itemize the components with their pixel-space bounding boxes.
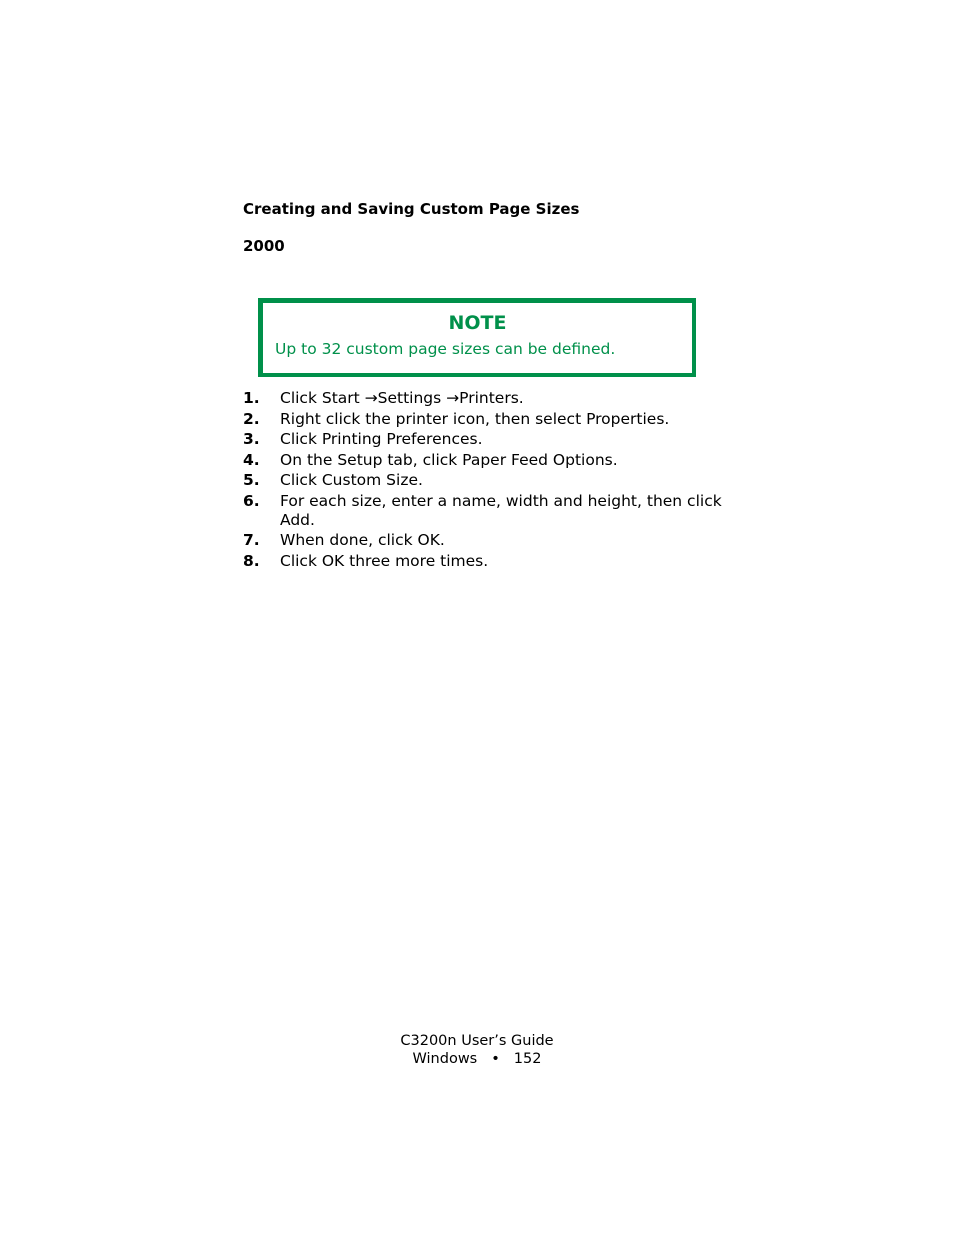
step-text: Right click the printer icon, then select Properties. [280,409,670,428]
step-text: Click Custom Size. [280,471,423,489]
subsection-title: 2000 [243,237,285,255]
footer-page-number: 152 [513,1051,542,1067]
step-number: 6. [243,491,260,510]
steps-list [243,389,743,572]
step-text: On the Setup tab, click Paper Feed Options. [280,450,618,469]
step-number: 2. [243,409,260,428]
step-number: 4. [243,450,260,469]
note-title: NOTE [448,312,507,334]
footer-page-info [0,1050,954,1068]
step-number: 5. [243,471,260,489]
step-number: 7. [243,531,260,549]
step-item [243,389,743,408]
step-item [243,471,743,490]
step-text: Click Start →Settings →Printers. [280,389,524,407]
step-item [243,552,743,571]
page-footer [0,1032,954,1068]
step-text: Click OK three more times. [280,551,489,570]
step-item [243,410,743,429]
step-item [243,430,743,449]
step-item [243,451,743,470]
step-text: For each size, enter a name, width and height, then click Add. [280,491,722,529]
step-number: 8. [243,551,260,570]
step-item [243,531,743,550]
step-number: 1. [243,389,260,407]
note-box [258,298,696,377]
step-text: Click Printing Preferences. [280,430,483,448]
step-item [243,492,743,530]
footer-section: Windows [412,1051,478,1067]
footer-separator: • [491,1051,500,1067]
note-text: Up to 32 custom page sizes can be defined. [275,340,616,358]
footer-guide-title: C3200n User’s Guide [400,1033,554,1049]
step-text: When done, click OK. [280,531,445,549]
step-number: 3. [243,430,260,448]
section-title: Creating and Saving Custom Page Sizes [243,200,580,218]
